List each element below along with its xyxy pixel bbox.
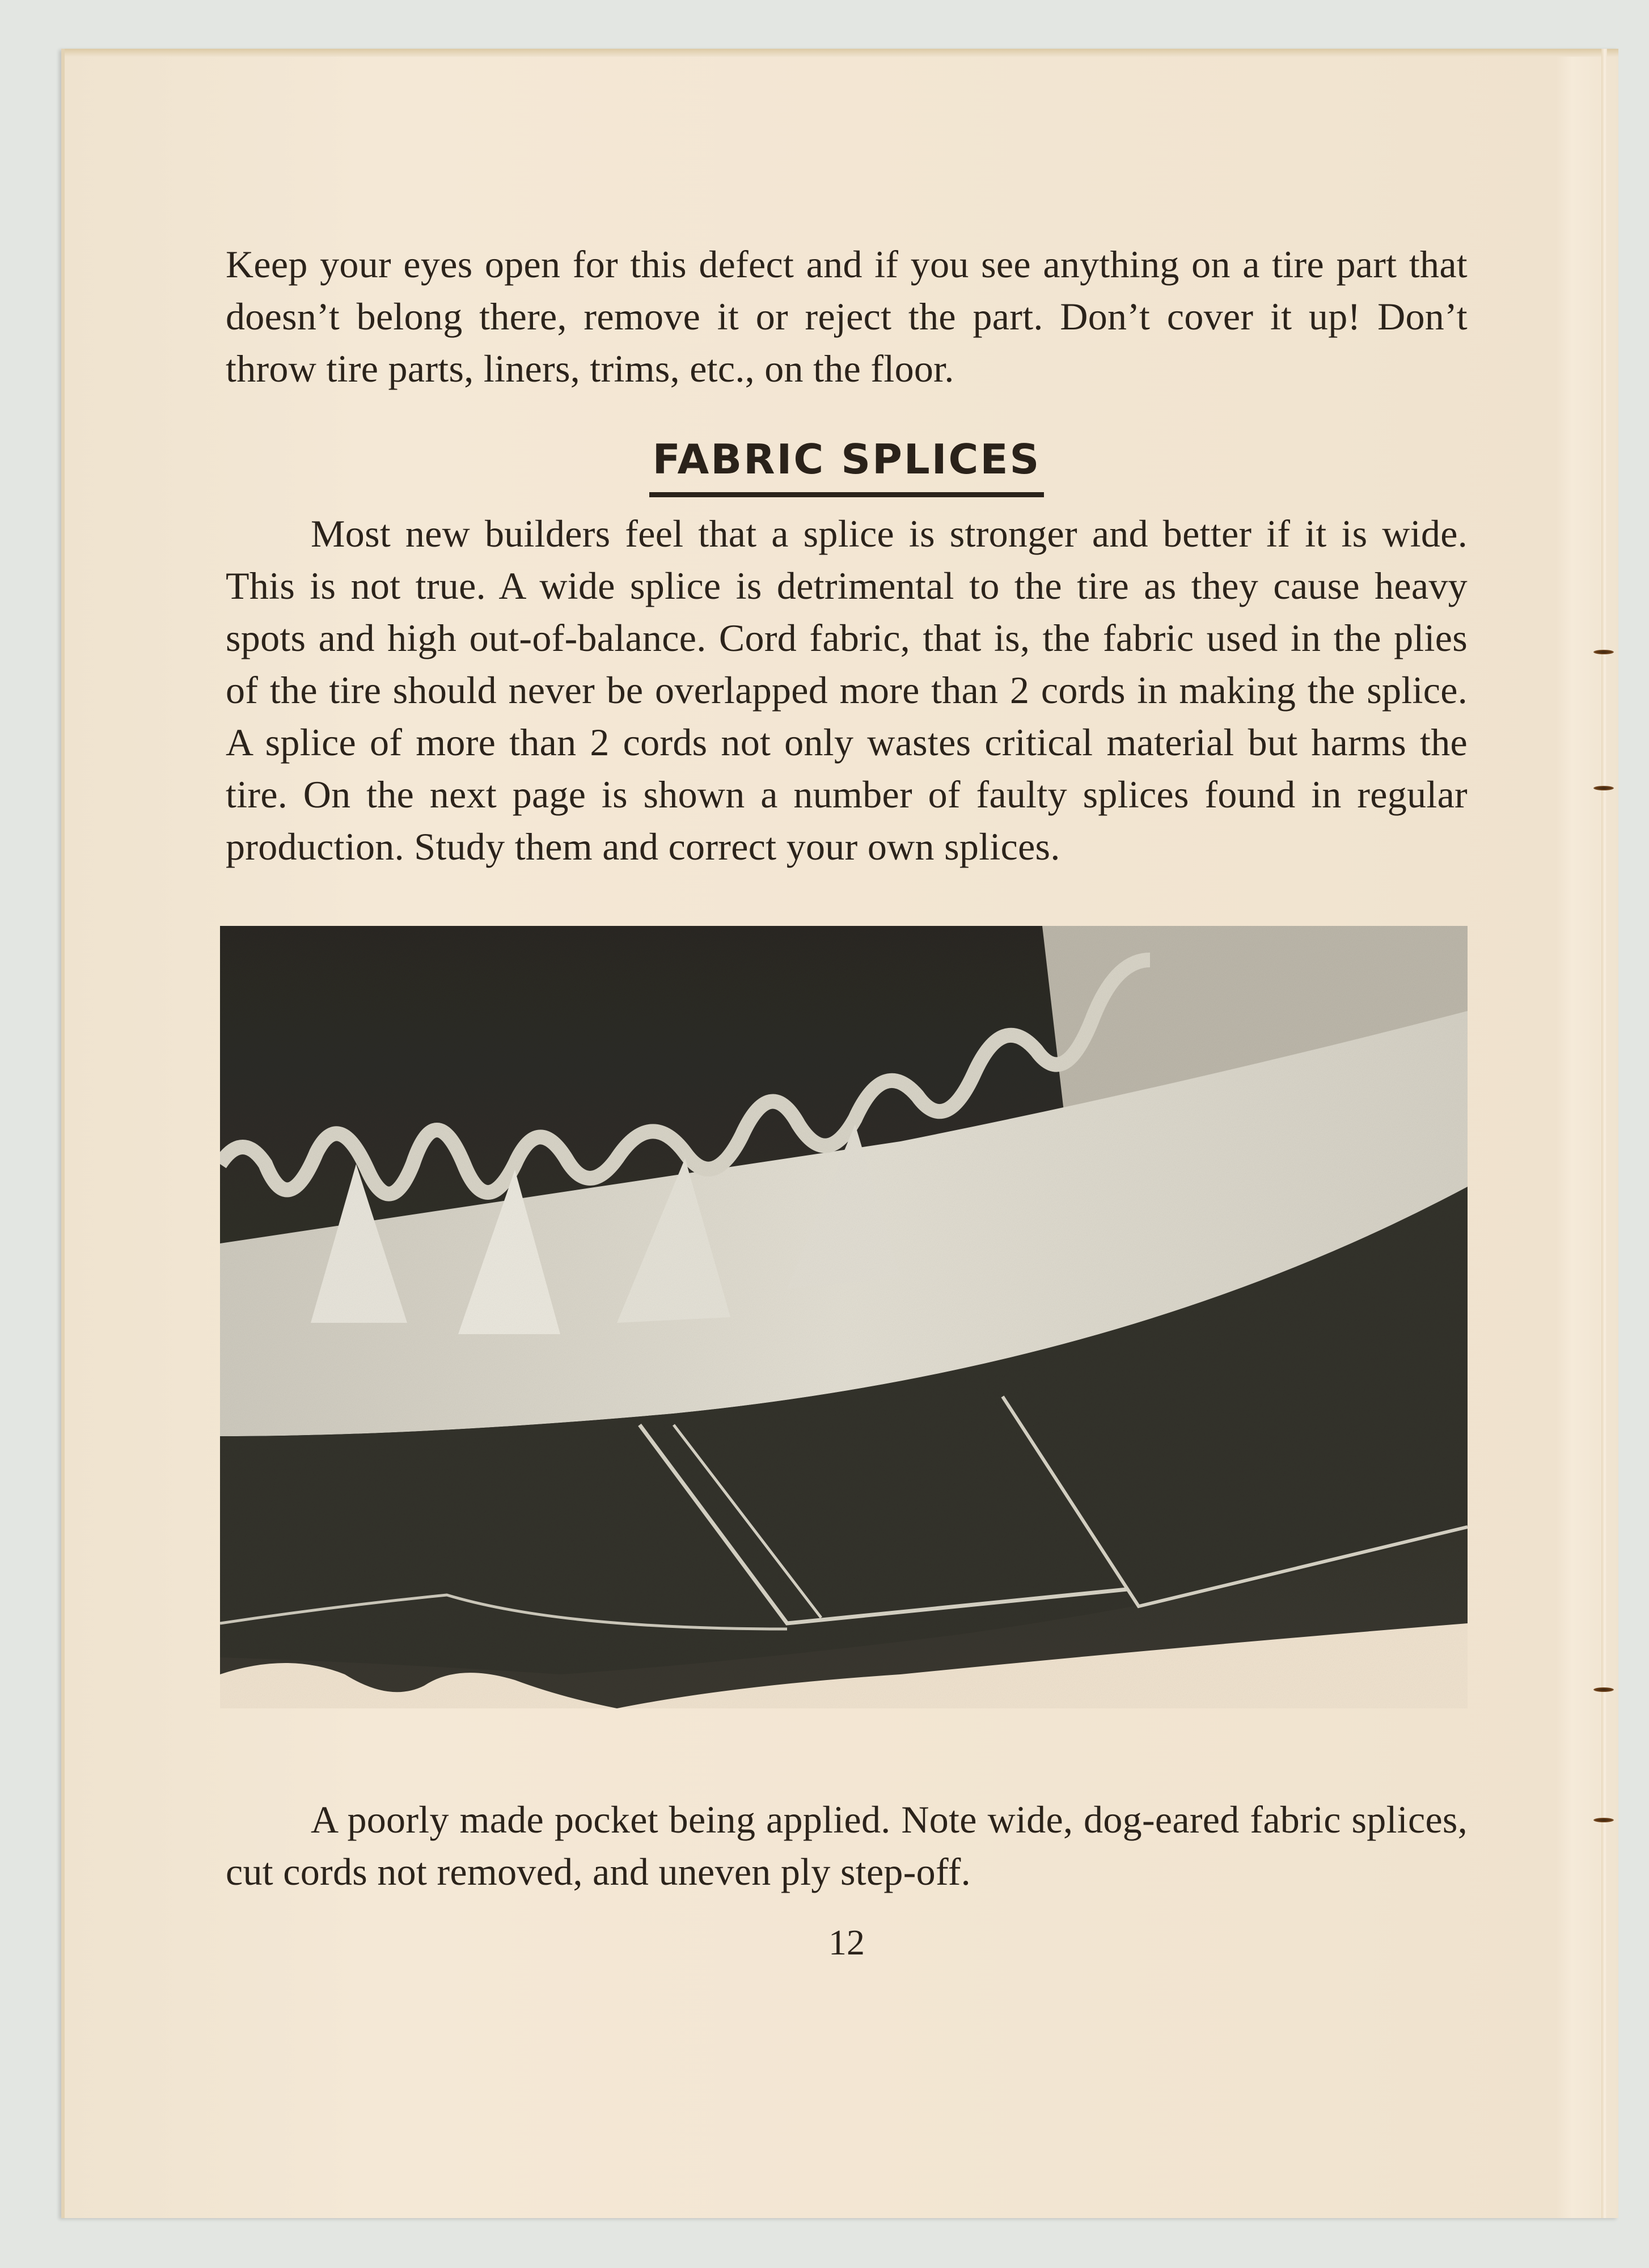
tire-photo xyxy=(220,926,1468,1708)
staple-mark xyxy=(1593,1818,1614,1822)
figure-caption: A poorly made pocket being applied. Note wide, dog-eared fabric splices, cut cords not removed, and uneven ply step-off. xyxy=(226,1798,1468,1893)
page-top-edge xyxy=(65,49,1618,57)
page-content xyxy=(226,238,1468,1964)
section-heading: FABRIC SPLICES xyxy=(649,439,1045,497)
section-body-paragraph: Most new builders feel that a splice is stronger and better if it is wide. This is not true. A wide splice is detrimental to the tire as they cause heavy spots and high out-of-balance. Cord fabric, that is, the fabric used in the plies of the tire should never be overlapped more than 2 cords in making the splice. A splice of more than 2 cords not only wastes critical material but harms the tire. On the next page is shown a number of faulty splices found in regular production. Study them and correct your own splices. xyxy=(226,512,1468,868)
section-heading-wrap xyxy=(226,435,1468,497)
staple-mark xyxy=(1593,650,1614,654)
staple-mark xyxy=(1593,786,1614,790)
tire-photo-illustration xyxy=(220,926,1468,1708)
staple-mark xyxy=(1593,1687,1614,1692)
intro-paragraph: Keep your eyes open for this defect and if you see anything on a tire part that doesn’t belong there, remove it or reject the part. Don’t cover it up! Don’t throw tire parts, liners, trims, etc., on the floor. xyxy=(226,243,1468,390)
page-fold xyxy=(1601,49,1607,2218)
page-number: 12 xyxy=(828,1922,865,1962)
